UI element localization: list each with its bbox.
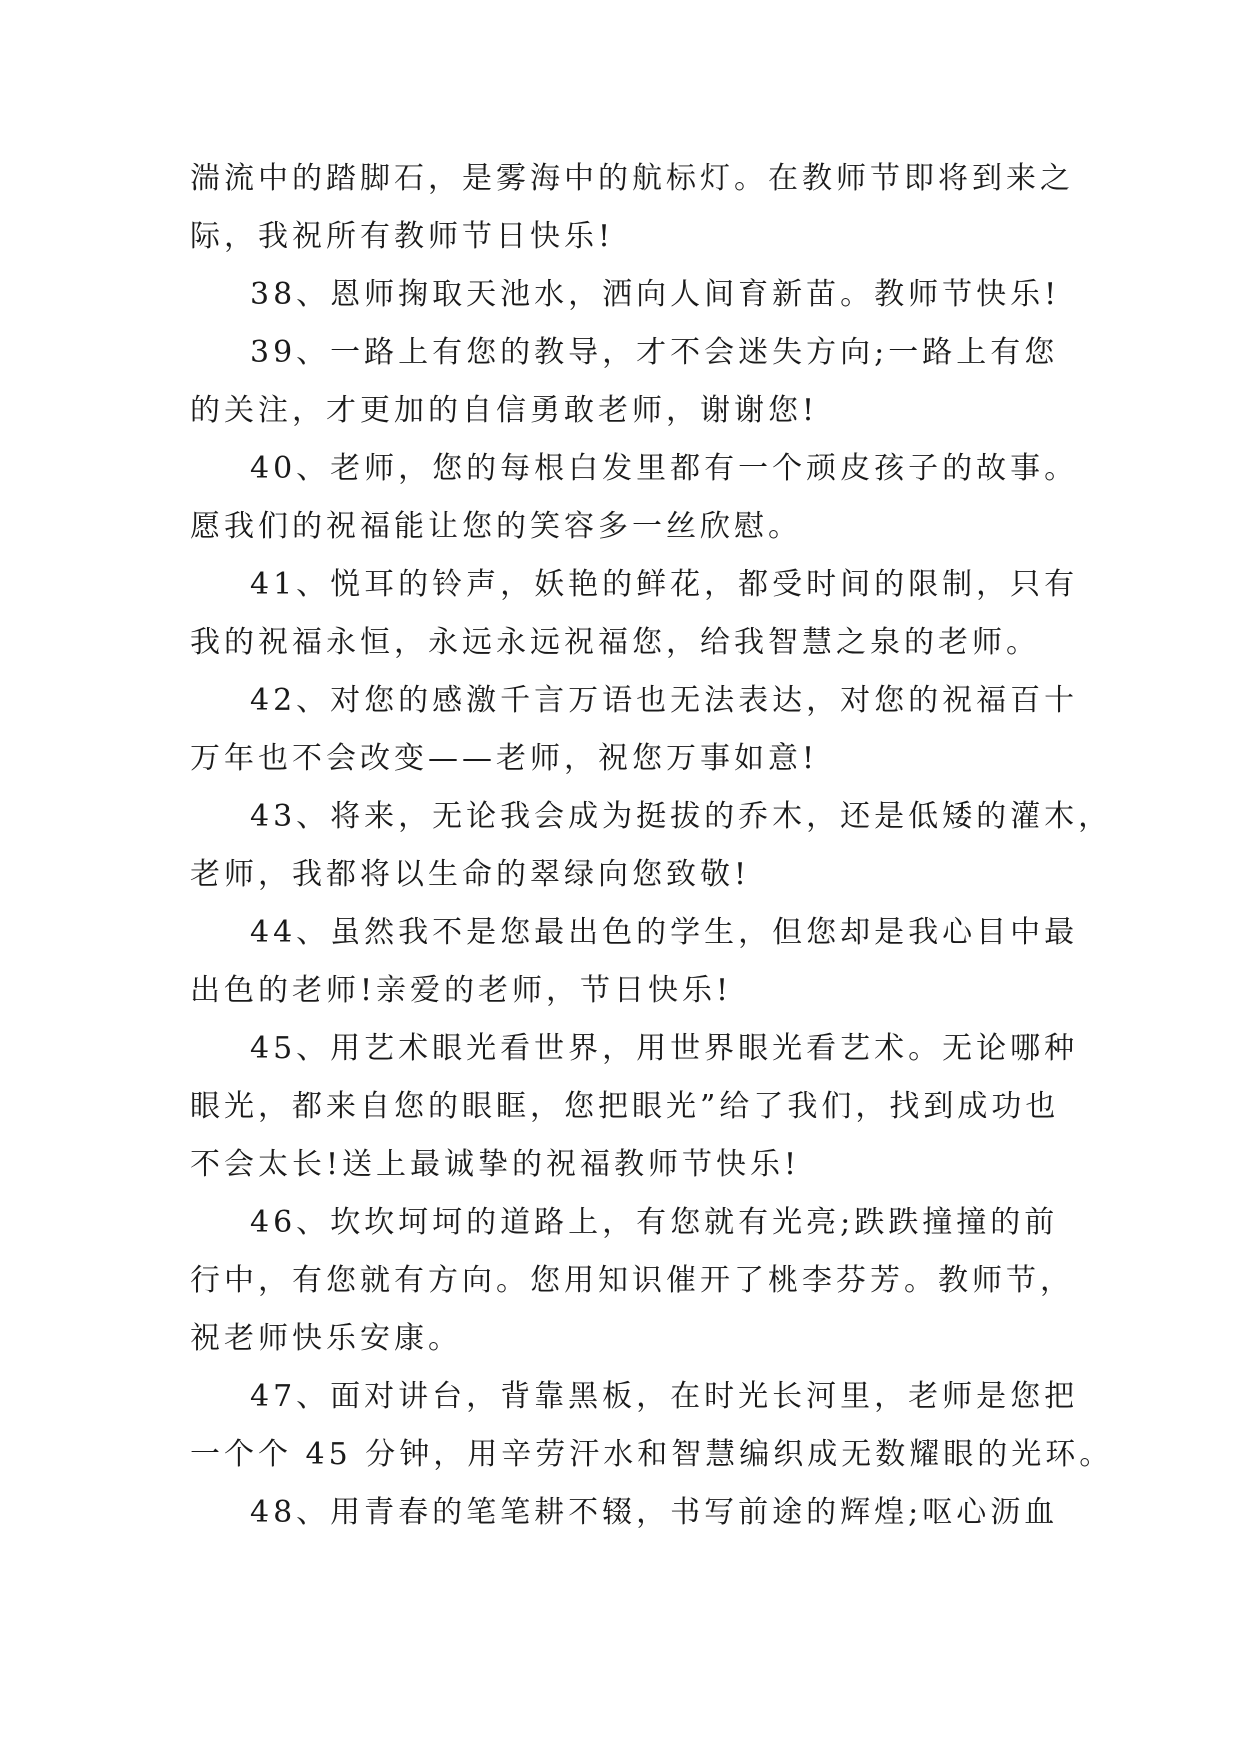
paragraph-39: 39、一路上有您的教导，才不会迷失方向;一路上有您	[250, 335, 1059, 370]
paragraph-43: 43、将来，无论我会成为挺拔的乔木，还是低矮的灌木，	[250, 799, 1113, 834]
text-line: 我的祝福永恒，永远永远祝福您，给我智慧之泉的老师。	[190, 625, 1040, 660]
text-line: 眼光，都来自您的眼眶，您把眼光”给了我们，找到成功也	[190, 1089, 1060, 1124]
paragraph-46: 46、坎坎坷坷的道路上，有您就有光亮;跌跌撞撞的前	[250, 1205, 1059, 1240]
paragraph-38: 38、恩师掬取天池水，洒向人间育新苗。教师节快乐!	[250, 277, 1061, 312]
text-line: 祝老师快乐安康。	[190, 1321, 462, 1356]
paragraph-48: 48、用青春的笔笔耕不辍，书写前途的辉煌;呕心沥血	[250, 1495, 1059, 1530]
paragraph-45: 45、用艺术眼光看世界，用世界眼光看艺术。无论哪种	[250, 1031, 1079, 1066]
text-line: 行中，有您就有方向。您用知识催开了桃李芬芳。教师节，	[190, 1263, 1074, 1298]
paragraph-41: 41、悦耳的铃声，妖艳的鲜花，都受时间的限制，只有	[250, 567, 1079, 602]
paragraph-47: 47、面对讲台，背靠黑板，在时光长河里，老师是您把	[250, 1379, 1079, 1414]
text-line: 的关注，才更加的自信勇敢老师，谢谢您!	[190, 393, 819, 428]
paragraph-40: 40、老师，您的每根白发里都有一个顽皮孩子的故事。	[250, 451, 1079, 486]
text-line: 不会太长!送上最诚挚的祝福教师节快乐!	[190, 1147, 801, 1182]
text-line: 老师，我都将以生命的翠绿向您致敬!	[190, 857, 751, 892]
text-line: 际，我祝所有教师节日快乐!	[190, 219, 615, 254]
document-page	[190, 150, 1114, 1542]
text-line: 湍流中的踏脚石，是雾海中的航标灯。在教师节即将到来之	[190, 161, 1074, 196]
text-line: 万年也不会改变——老师，祝您万事如意!	[190, 741, 819, 776]
text-line: 一个个 45 分钟，用辛劳汗水和智慧编织成无数耀眼的光环。	[190, 1437, 1114, 1472]
text-line: 出色的老师!亲爱的老师，节日快乐!	[190, 973, 733, 1008]
text-line: 愿我们的祝福能让您的笑容多一丝欣慰。	[190, 509, 802, 544]
paragraph-42: 42、对您的感激千言万语也无法表达，对您的祝福百十	[250, 683, 1079, 718]
paragraph-44: 44、虽然我不是您最出色的学生，但您却是我心目中最	[250, 915, 1079, 950]
